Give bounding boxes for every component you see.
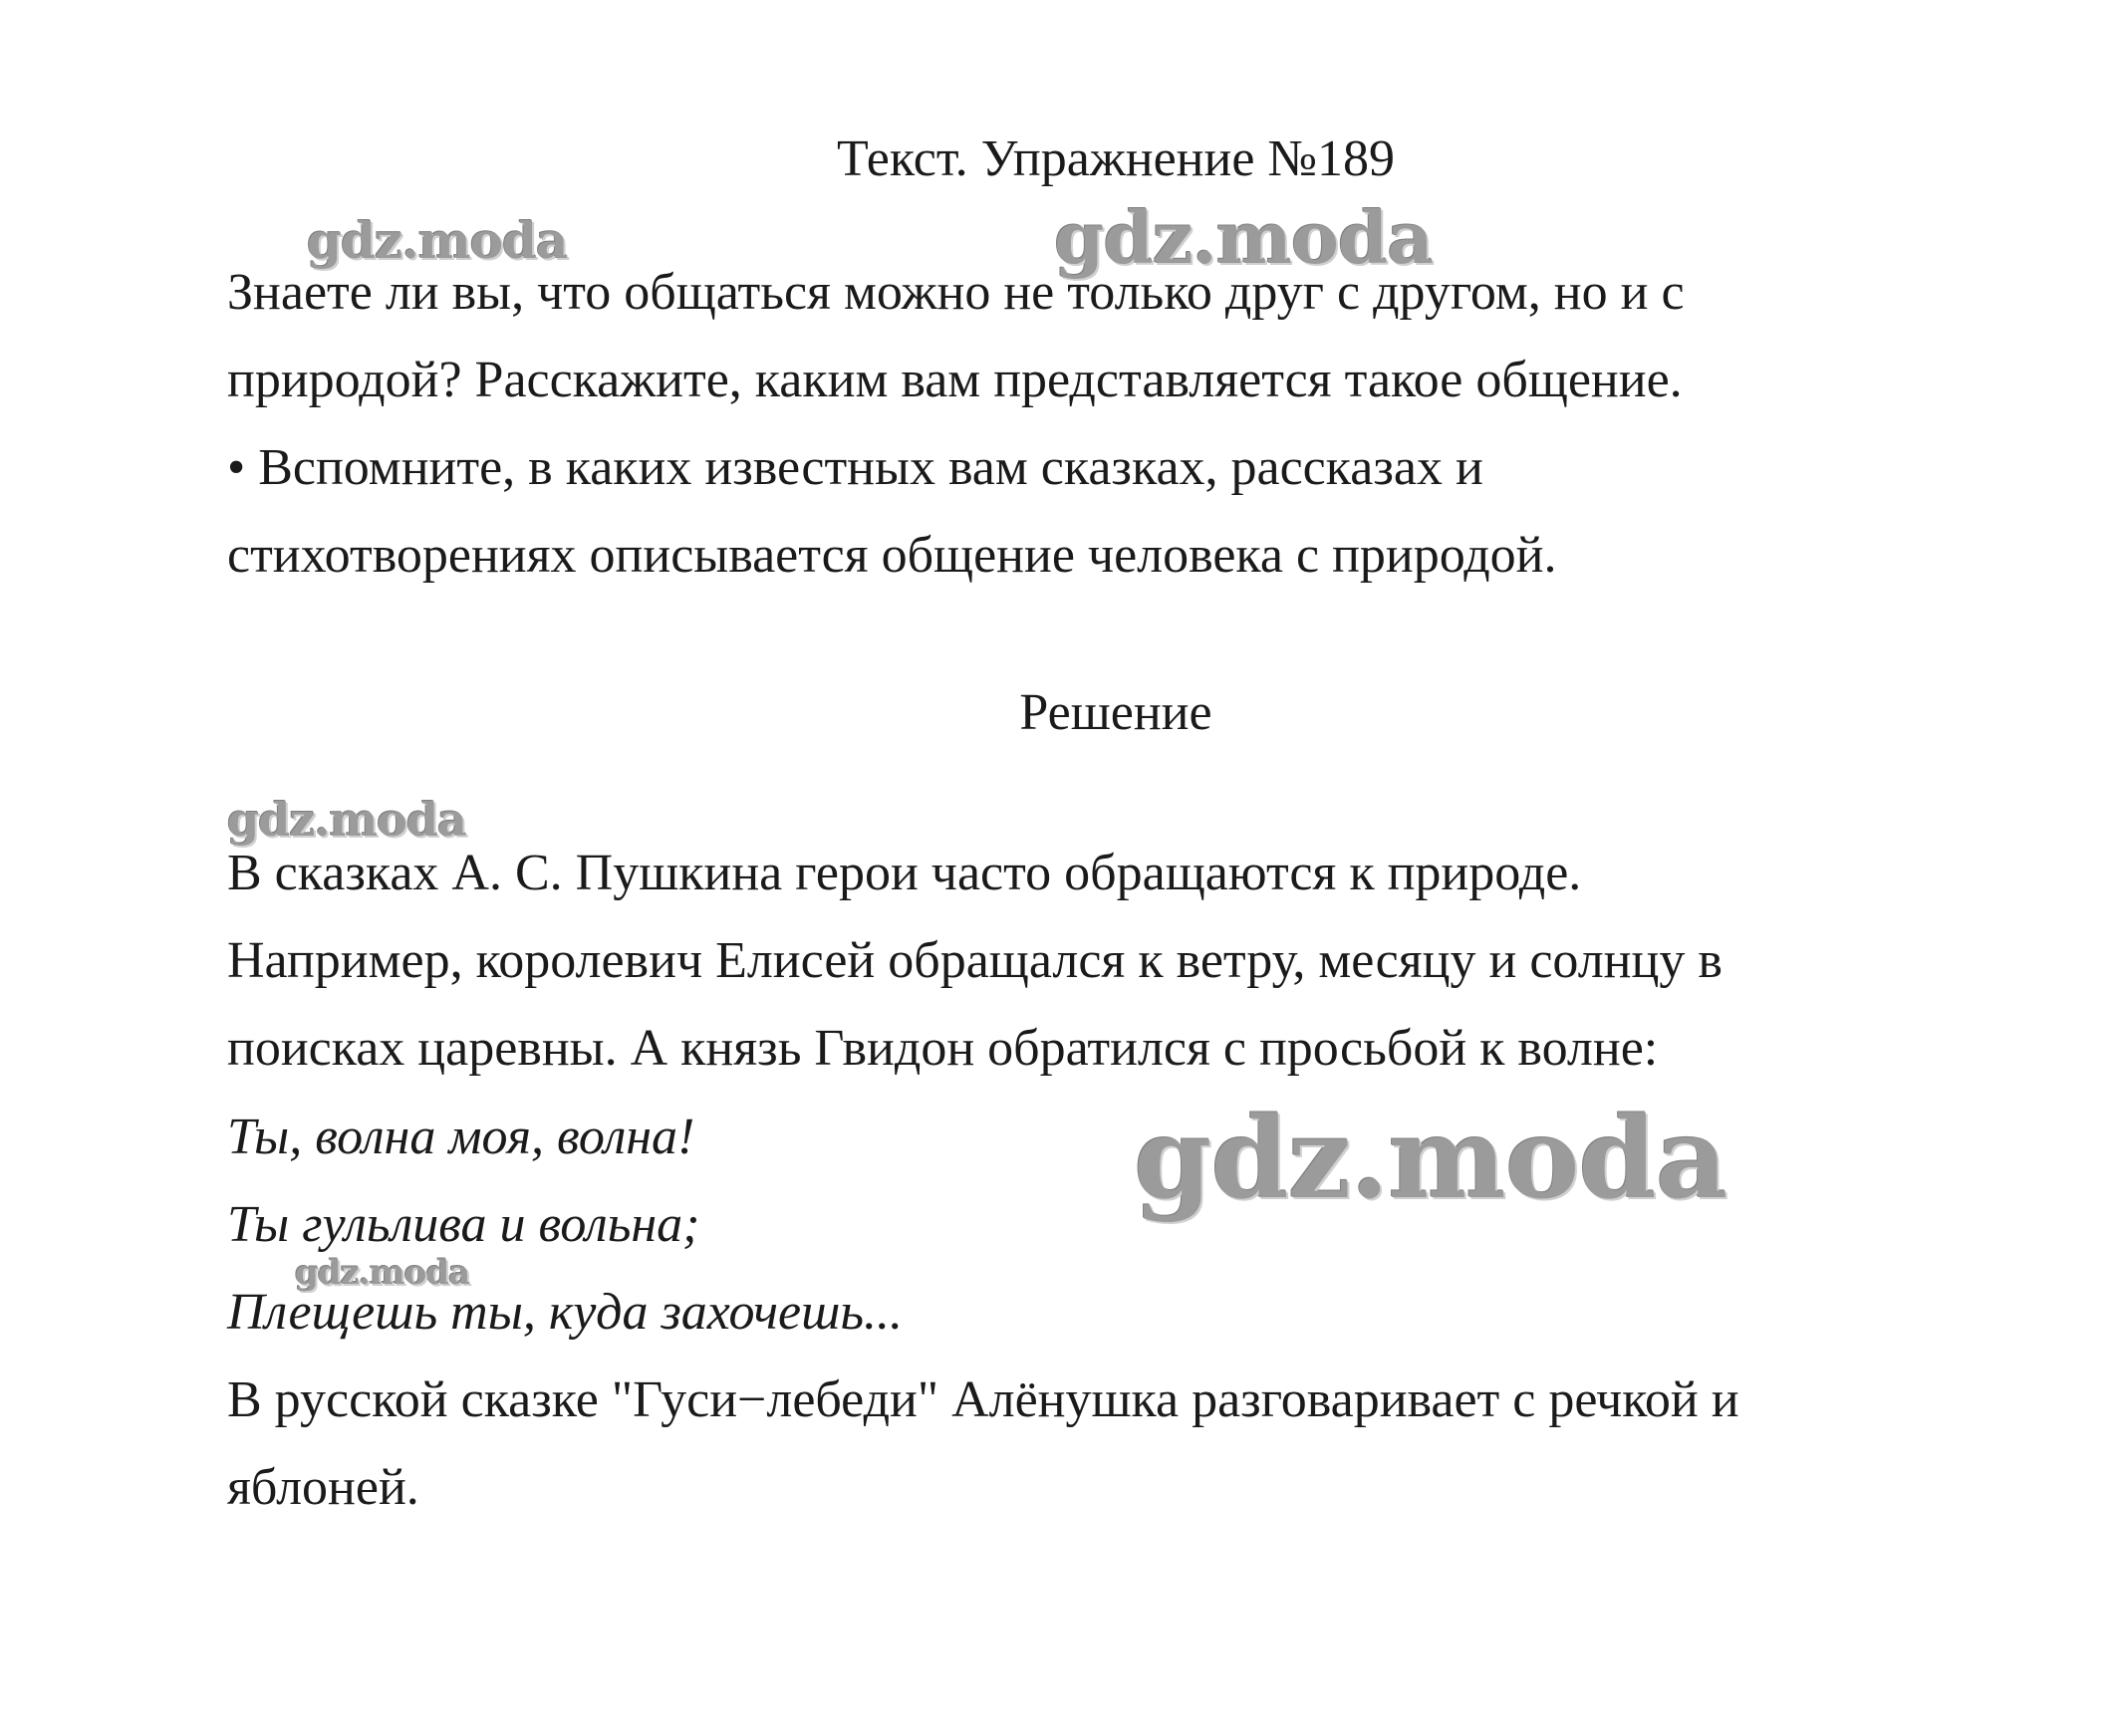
- task-line: стихотворениях описывается общение человека с природой.: [227, 527, 1557, 584]
- task-line: Знаете ли вы, что общаться можно не только друг с другом, но и с: [227, 264, 1685, 321]
- exercise-title: Текст. Упражнение №189: [836, 130, 1396, 187]
- watermark-logo: gdz.moda: [295, 1253, 470, 1293]
- watermark-logo: gdz.moda: [1134, 1094, 1727, 1224]
- closing-line: В русской сказке "Гуси−лебеди" Алёнушка разговаривает с речкой и: [227, 1371, 1739, 1428]
- closing-line: яблоней.: [227, 1459, 419, 1516]
- task-line: • Вспомните, в каких известных вам сказках, рассказах и: [227, 439, 1483, 496]
- solution-line: поисках царевны. А князь Гвидон обратился с просьбой к волне:: [227, 1020, 1659, 1077]
- solution-line: В сказках А. С. Пушкина герои часто обращаются к природе.: [227, 845, 1582, 901]
- watermark-logo: gdz.moda: [1054, 195, 1433, 280]
- poem-line: Ты, волна моя, волна!: [227, 1109, 695, 1165]
- poem-line: Плещешь ты, куда захочешь...: [227, 1284, 904, 1341]
- watermark-logo: gdz.moda: [227, 793, 466, 847]
- solution-heading: Решение: [1019, 684, 1212, 741]
- solution-line: Например, королевич Елисей обращался к ветру, месяцу и солнцу в: [227, 932, 1723, 989]
- watermark-logo: gdz.moda: [307, 211, 568, 270]
- poem-line: Ты гульлива и вольна;: [227, 1196, 700, 1253]
- task-line: природой? Расскажите, каким вам представляется такое общение.: [227, 352, 1683, 408]
